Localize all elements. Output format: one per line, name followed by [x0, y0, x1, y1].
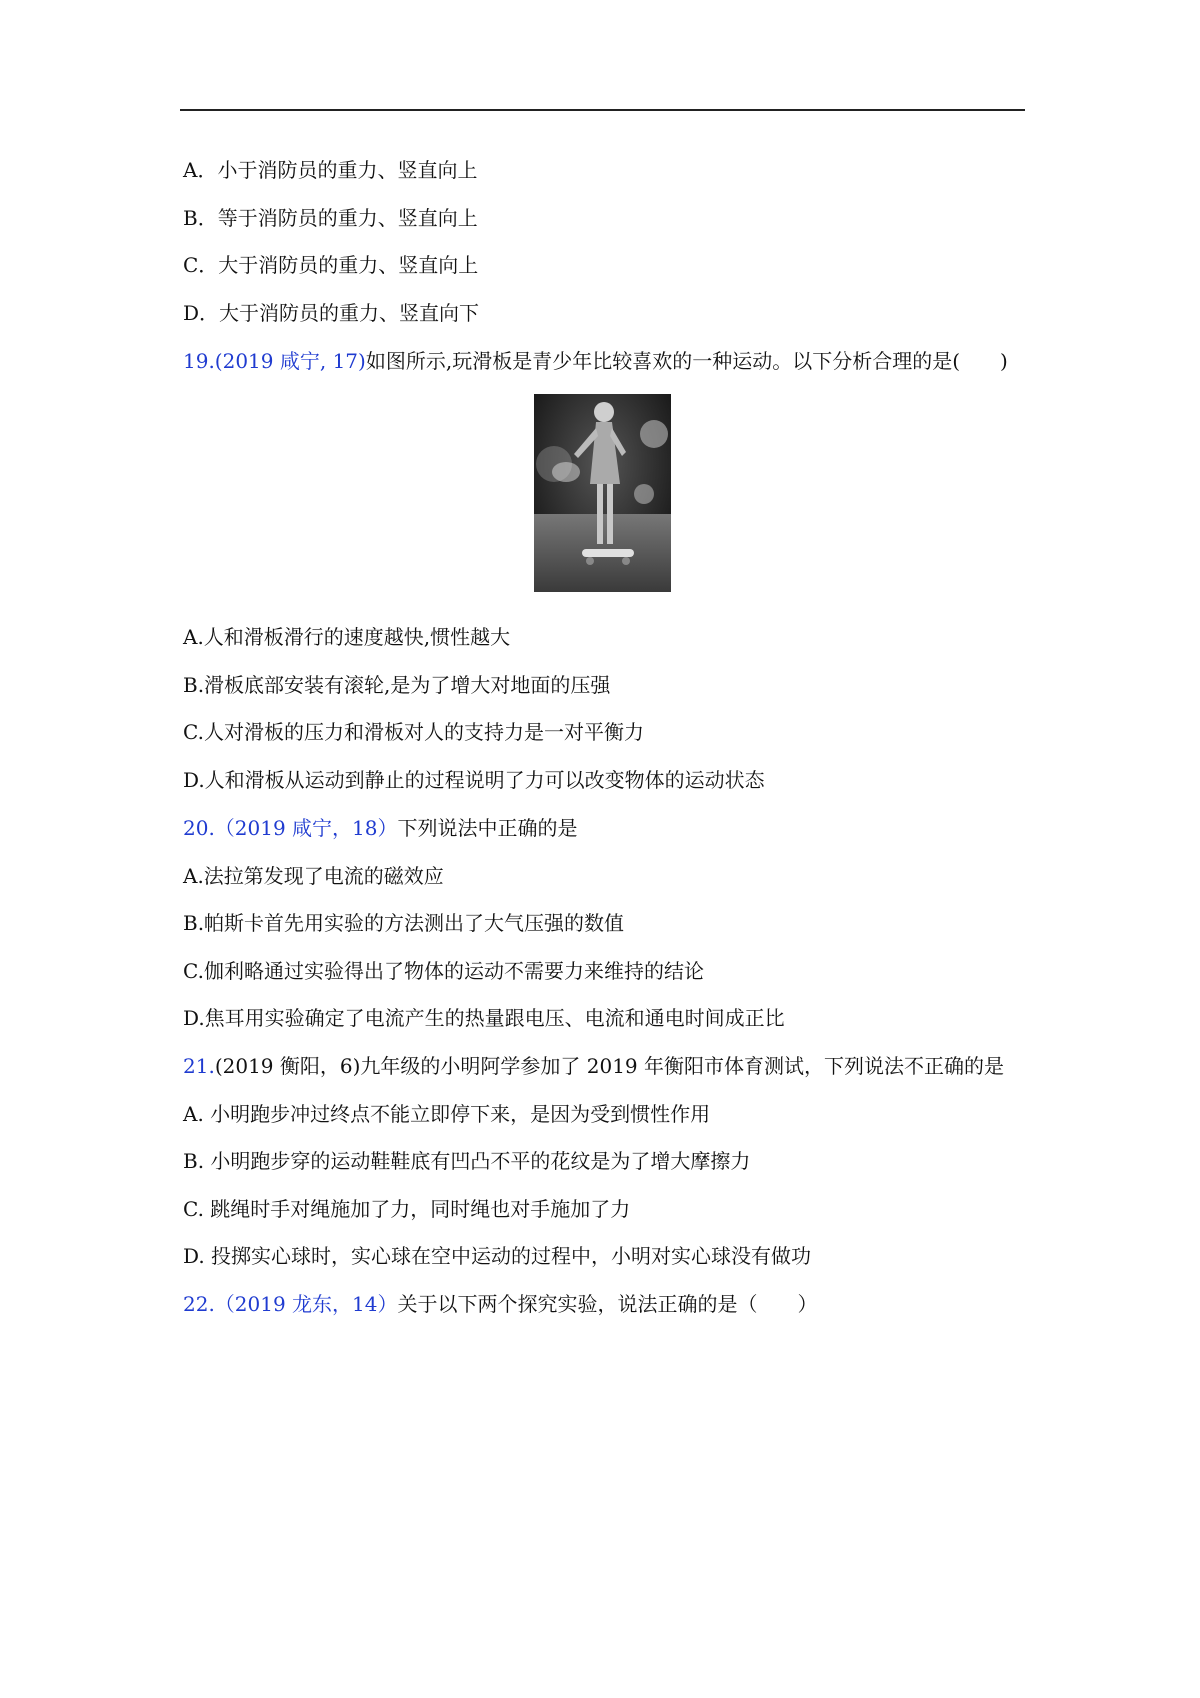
q21-option-a: A. 小明跑步冲过终点不能立即停下来，是因为受到惯性作用: [183, 1102, 711, 1126]
q21-source: 21.: [183, 1054, 215, 1078]
q20-option-d: D.焦耳用实验确定了电流产生的热量跟电压、电流和通电时间成正比: [183, 1006, 785, 1030]
q20-stem: 下列说法中正确的是: [397, 816, 578, 840]
q21-question: [183, 1052, 1004, 1080]
q20-source: 20.（2019 咸宁，18）: [183, 816, 398, 840]
q21-option-b: B. 小明跑步穿的运动鞋鞋底有凹凸不平的花纹是为了增大摩擦力: [183, 1149, 751, 1173]
q19-stem: 如图所示,玩滑板是青少年比较喜欢的一种运动。以下分析合理的是( ): [365, 349, 1008, 373]
q18-option-d: D．大于消防员的重力、竖直向下: [183, 301, 480, 325]
q19-option-c: C.人对滑板的压力和滑板对人的支持力是一对平衡力: [183, 720, 644, 744]
q22-question: [183, 1290, 818, 1318]
q22-source: 22.（2019 龙东，14）: [183, 1292, 398, 1316]
q20-question: [183, 814, 578, 842]
q19-option-a: A.人和滑板滑行的速度越快,惯性越大: [183, 625, 511, 649]
q19-option-d: D.人和滑板从运动到静止的过程说明了力可以改变物体的运动状态: [183, 768, 765, 792]
q20-option-c: C.伽利略通过实验得出了物体的运动不需要力来维持的结论: [183, 959, 704, 983]
header-rule: [180, 109, 1025, 111]
q18-option-b: B．等于消防员的重力、竖直向上: [183, 206, 478, 230]
q21-option-c: C. 跳绳时手对绳施加了力，同时绳也对手施加了力: [183, 1197, 631, 1221]
q21-option-d: D. 投掷实心球时，实心球在空中运动的过程中，小明对实心球没有做功: [183, 1244, 812, 1268]
q22-stem: 关于以下两个探究实验，说法正确的是（ ）: [397, 1292, 818, 1316]
q19-source: 19.(2019 咸宁, 17): [183, 349, 366, 373]
q18-option-a: A．小于消防员的重力、竖直向上: [183, 158, 478, 182]
skateboard-photo-image: [534, 394, 671, 592]
q19-option-b: B.滑板底部安装有滚轮,是为了增大对地面的压强: [183, 673, 611, 697]
q20-option-b: B.帕斯卡首先用实验的方法测出了大气压强的数值: [183, 911, 625, 935]
skateboard-photo: [534, 394, 671, 592]
q21-stem: (2019 衡阳，6)九年级的小明阿学参加了 2019 年衡阳市体育测试，下列说法不正确的是: [214, 1054, 1005, 1078]
q18-option-c: C．大于消防员的重力、竖直向上: [183, 253, 479, 277]
q19-question: [183, 347, 1008, 375]
q20-option-a: A.法拉第发现了电流的磁效应: [183, 864, 444, 888]
